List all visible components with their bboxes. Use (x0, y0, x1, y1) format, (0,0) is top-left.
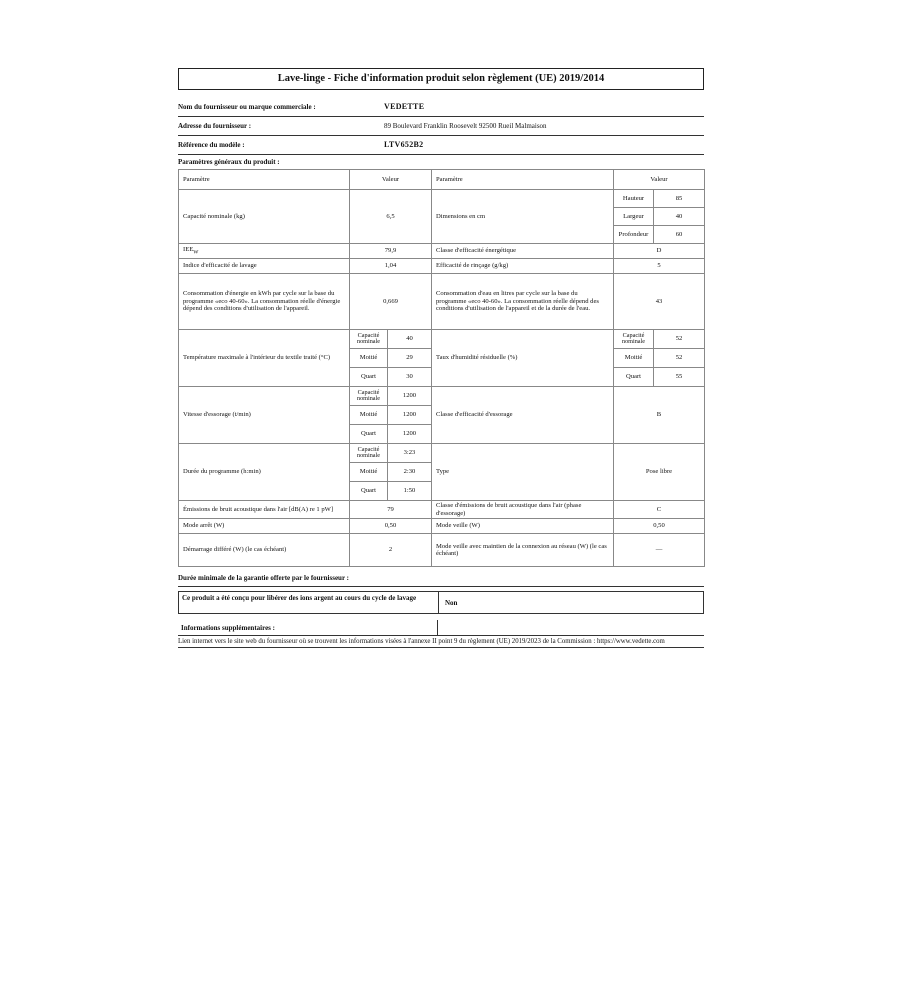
rinse-label: Efficacité de rinçage (g/kg) (432, 259, 614, 274)
depth-value: 60 (654, 226, 705, 244)
off-value: 0,50 (350, 519, 432, 534)
model-label: Référence du modèle : (178, 140, 245, 149)
eei-label-sub: W (193, 249, 199, 256)
model-row (178, 136, 704, 155)
standby-value: 0,50 (614, 519, 705, 534)
header-value-2: Valeur (614, 170, 705, 190)
spin-nominal-value: 1200 (388, 387, 432, 406)
noise-class-label: Classe d'émissions de bruit acoustique dans l'air (phase d'essorage) (432, 501, 614, 519)
capacity-label: Capacité nominale (kg) (179, 190, 350, 244)
height-value: 85 (654, 190, 705, 208)
spin-nominal-label: Capacité nominale (350, 387, 388, 406)
spin-quarter-label: Quart (350, 425, 388, 444)
spin-half-label: Moitié (350, 406, 388, 425)
moist-quarter-label: Quart (614, 368, 654, 387)
spin-half-value: 1200 (388, 406, 432, 425)
dur-half-label: Moitié (350, 463, 388, 482)
model-value: LTV652B2 (384, 140, 424, 150)
temp-nominal-label: Capacité nominale (350, 330, 388, 349)
moist-nominal-label: Capacité nominale (614, 330, 654, 349)
row-eei (179, 244, 705, 259)
dur-nominal-label: Capacité nominale (350, 444, 388, 463)
standby-label: Mode veille (W) (432, 519, 614, 534)
network-value: — (614, 534, 705, 567)
temp-nominal-value: 40 (388, 330, 432, 349)
supplier-address-label: Adresse du fournisseur : (178, 121, 252, 130)
duration-label: Durée du programme (h:min) (179, 444, 350, 501)
extra-info-row (178, 620, 704, 636)
eei-label-text: IEE (183, 246, 194, 254)
energy-class-value: D (614, 244, 705, 259)
dur-nominal-value: 3:23 (388, 444, 432, 463)
wash-index-value: 1,04 (350, 259, 432, 274)
params-section-title: Paramètres généraux du produit : (178, 157, 280, 166)
delay-value: 2 (350, 534, 432, 567)
params-header-row (179, 170, 705, 190)
depth-label: Profondeur (614, 226, 654, 244)
dur-quarter-label: Quart (350, 482, 388, 501)
width-value: 40 (654, 208, 705, 226)
spin-label: Vitesse d'essorage (t/min) (179, 387, 350, 444)
header-value: Valeur (350, 170, 432, 190)
temp-half-label: Moitié (350, 349, 388, 368)
off-label: Mode arrêt (W) (179, 519, 350, 534)
energy-cons-label: Consommation d'énergie en kWh par cycle sur la base du programme «eco 40-60». La consommation réelle d'énergie dépend des conditions d'utilisation de l'appareil. (179, 274, 350, 330)
supplier-address-row (178, 117, 704, 136)
temp-half-value: 29 (388, 349, 432, 368)
row-consumption (179, 274, 705, 330)
height-label: Hauteur (614, 190, 654, 208)
temp-label: Température maximale à l'intérieur du textile traité (°C) (179, 330, 350, 387)
noise-class-value: C (614, 501, 705, 519)
row-noise (179, 501, 705, 519)
warranty-label: Durée minimale de la garantie offerte par le fournisseur : (178, 569, 704, 587)
row-temp-nominal (179, 330, 705, 349)
row-duration-nominal (179, 444, 705, 463)
moist-half-label: Moitié (614, 349, 654, 368)
eei-label (179, 244, 350, 259)
water-cons-label: Consommation d'eau en litres par cycle sur la base du programme «eco 40-60». La consommation réelle dépend des conditions d'utilisation de l'appareil et de la durée de l'eau. (432, 274, 614, 330)
row-spin-nominal (179, 387, 705, 406)
extra-info-spacer (438, 620, 704, 635)
temp-quarter-label: Quart (350, 368, 388, 387)
product-info-sheet (178, 68, 704, 648)
silver-ions-row (178, 591, 704, 614)
water-cons-value: 43 (614, 274, 705, 330)
dimensions-label: Dimensions en cm (432, 190, 614, 244)
row-off-mode (179, 519, 705, 534)
supplier-name-value: VEDETTE (384, 102, 425, 112)
wash-index-label: Indice d'efficacité de lavage (179, 259, 350, 274)
delay-label: Démarrage différé (W) (le cas échéant) (179, 534, 350, 567)
network-label: Mode veille avec maintien de la connexion au réseau (W) (le cas échéant) (432, 534, 614, 567)
moist-quarter-value: 55 (654, 368, 705, 387)
header-param: Paramètre (179, 170, 350, 190)
row-delay (179, 534, 705, 567)
energy-class-label: Classe d'efficacité énergétique (432, 244, 614, 259)
temp-quarter-value: 30 (388, 368, 432, 387)
eei-value: 79,9 (350, 244, 432, 259)
energy-cons-value: 0,669 (350, 274, 432, 330)
rinse-value: 5 (614, 259, 705, 274)
silver-ions-label: Ce produit a été conçu pour libérer des ions argent au cours du cycle de lavage (179, 592, 439, 613)
extra-info-label: Informations supplémentaires : (178, 620, 438, 635)
spin-quarter-value: 1200 (388, 425, 432, 444)
silver-ions-value: Non (445, 598, 458, 607)
moist-half-value: 52 (654, 349, 705, 368)
moist-nominal-value: 52 (654, 330, 705, 349)
supplier-name-label: Nom du fournisseur ou marque commerciale : (178, 102, 316, 111)
params-table (178, 169, 705, 567)
footnote: Lien internet vers le site web du fournisseur où se trouvent les informations visées à l'annexe II point 9 du règlement (UE) 2019/2023 de la Commission : https://www.vedette.com (178, 638, 704, 648)
spin-class-label: Classe d'efficacité d'essorage (432, 387, 614, 444)
width-label: Largeur (614, 208, 654, 226)
dur-quarter-value: 1:50 (388, 482, 432, 501)
row-capacity (179, 190, 705, 208)
row-wash-index (179, 259, 705, 274)
spin-class-value: B (614, 387, 705, 444)
noise-label: Émissions de bruit acoustique dans l'air [dB(A) re 1 pW] (179, 501, 350, 519)
dur-half-value: 2:30 (388, 463, 432, 482)
capacity-value: 6,5 (350, 190, 432, 244)
sheet-title: Lave-linge - Fiche d'information produit selon règlement (UE) 2019/2014 (178, 68, 704, 90)
type-value: Pose libre (614, 444, 705, 501)
header-param-2: Paramètre (432, 170, 614, 190)
type-label: Type (432, 444, 614, 501)
noise-value: 79 (350, 501, 432, 519)
moisture-label: Taux d'humidité résiduelle (%) (432, 330, 614, 387)
supplier-name-row (178, 98, 704, 117)
supplier-address-value: 89 Boulevard Franklin Roosevelt 92500 Rueil Malmaison (384, 121, 547, 130)
